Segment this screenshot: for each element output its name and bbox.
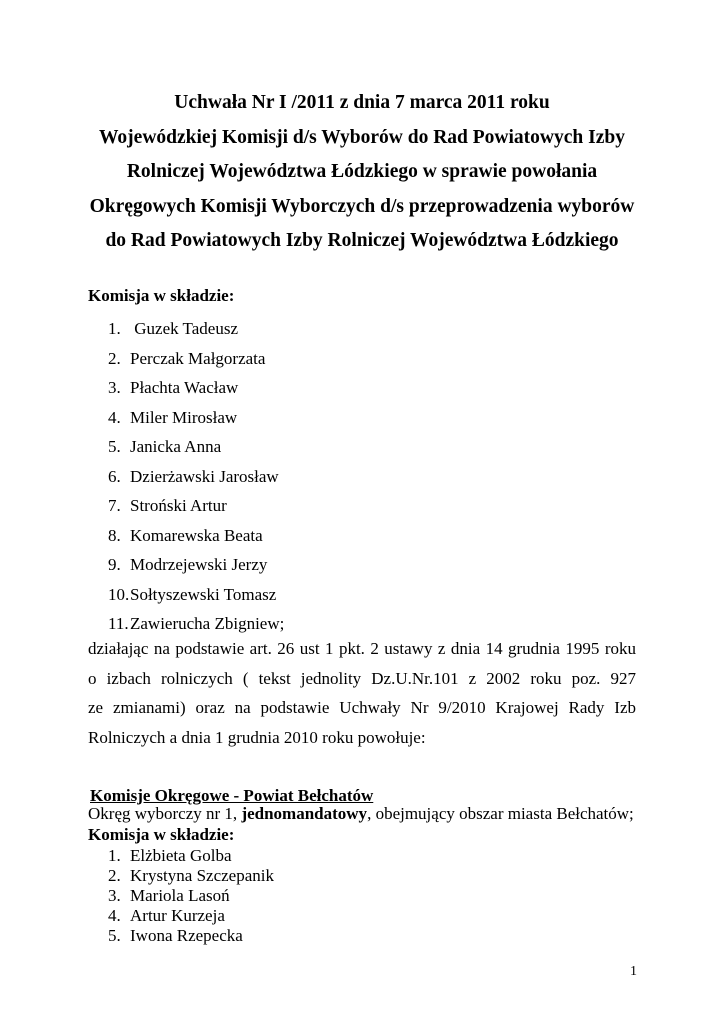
list-item — [108, 926, 274, 946]
list-item — [108, 866, 274, 886]
item-number: 1. — [108, 846, 121, 865]
list-item — [108, 580, 284, 610]
list-item — [108, 314, 284, 344]
title-line: do Rad Powiatowych Izby Rolniczej Województwa Łódzkiego — [105, 230, 619, 251]
district-suffix: , obejmujący obszar miasta Bełchatów; — [367, 804, 634, 823]
item-number: 5. — [108, 926, 121, 945]
district-prefix: Okręg wyborczy nr 1, — [88, 804, 242, 823]
section-title: Komisje Okręgowe - Powiat Bełchatów — [90, 786, 374, 805]
member-name: Dzierżawski Jarosław — [130, 466, 279, 486]
item-number: 2. — [108, 348, 121, 368]
member-name: Artur Kurzeja — [130, 906, 225, 925]
member-name: Mariola Lasoń — [130, 886, 230, 905]
item-number: 11. — [108, 614, 129, 633]
list-item — [108, 373, 284, 403]
list-item — [108, 344, 284, 374]
item-number: 8. — [108, 525, 121, 545]
list-item — [108, 462, 284, 492]
item-number: 6. — [108, 466, 121, 486]
list-item — [108, 846, 274, 866]
list-item — [108, 432, 284, 462]
paragraph-line: Rolniczych a dnia 1 grudnia 2010 roku powołuje: — [88, 727, 426, 747]
resolution-title — [60, 86, 664, 259]
member-name: Perczak Małgorzata — [130, 348, 266, 368]
member-name: Płachta Wacław — [130, 378, 239, 397]
title-line: Wojewódzkiej Komisji d/s Wyborów do Rad Powiatowych Izby — [99, 126, 625, 148]
item-number: 5. — [108, 437, 121, 456]
member-name: Miler Mirosław — [130, 407, 238, 427]
member-name: Janicka Anna — [130, 437, 222, 456]
member-name: Iwona Rzepecka — [130, 926, 243, 945]
district-description — [88, 804, 634, 824]
member-name: Modrzejewski Jerzy — [130, 555, 268, 574]
title-line: Okręgowych Komisji Wyborczych d/s przeprowadzenia wyborów — [89, 195, 635, 217]
list-item — [108, 403, 284, 433]
item-number: 10. — [108, 584, 130, 604]
composition-heading: Komisja w składzie: — [88, 286, 235, 305]
legal-basis-paragraph — [88, 634, 636, 752]
list-item — [108, 550, 284, 580]
district-members-list — [108, 846, 274, 946]
item-number: 4. — [108, 906, 121, 925]
list-item — [108, 906, 274, 926]
section-composition-heading: Komisja w składzie: — [88, 825, 235, 844]
paragraph-line: ze zmianami) oraz na podstawie Uchwały Nr 9/2010 Krajowej Rady Izb — [88, 698, 636, 717]
member-name: Krystyna Szczepanik — [130, 866, 274, 885]
member-name: Stroński Artur — [130, 496, 227, 515]
list-item — [108, 521, 284, 551]
item-number: 3. — [108, 378, 121, 397]
list-item — [108, 491, 284, 521]
item-number: 1. — [108, 319, 121, 338]
title-line: Rolniczej Województwa Łódzkiego w sprawie powołania — [126, 161, 598, 182]
member-name: Zawierucha Zbigniew; — [130, 614, 285, 633]
member-name: Sołtyszewski Tomasz — [130, 584, 277, 604]
member-name: Elżbieta Golba — [130, 846, 232, 865]
title-line: Uchwała Nr I /2011 z dnia 7 marca 2011 roku — [174, 92, 550, 113]
item-number: 3. — [108, 886, 121, 905]
item-number: 9. — [108, 555, 121, 574]
paragraph-line: o izbach rolniczych ( tekst jednolity Dz.U.Nr.101 z 2002 roku poz. 927 — [88, 668, 636, 688]
member-name: Guzek Tadeusz — [130, 319, 239, 338]
commission-members-list — [108, 314, 284, 639]
item-number: 4. — [108, 407, 121, 427]
list-item — [108, 886, 274, 906]
page-number: 1 — [630, 964, 637, 979]
member-name: Komarewska Beata — [130, 525, 263, 545]
item-number: 7. — [108, 496, 121, 515]
district-type: jednomandatowy — [241, 804, 368, 823]
paragraph-line: działając na podstawie art. 26 ust 1 pkt. 2 ustawy z dnia 14 grudnia 1995 roku — [88, 639, 636, 658]
item-number: 2. — [108, 866, 121, 885]
